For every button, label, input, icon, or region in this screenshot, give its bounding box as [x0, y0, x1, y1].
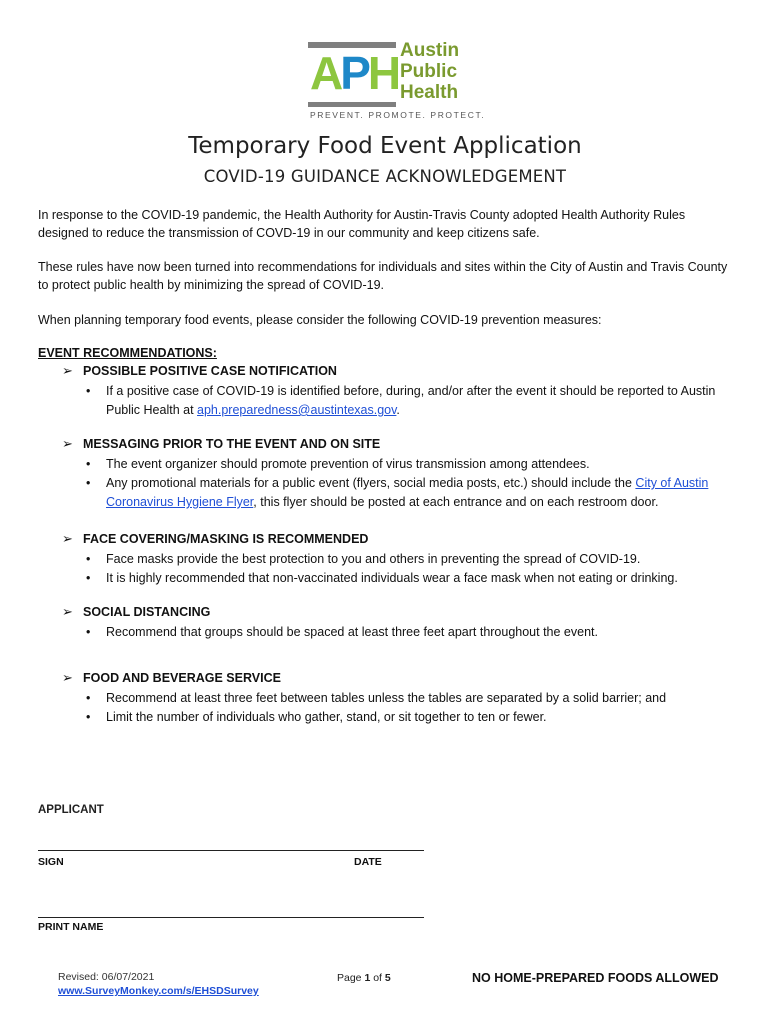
bullet-icon: • [86, 552, 91, 566]
planning-paragraph: When planning temporary food events, please consider the following COVID-19 prevention measures: [38, 313, 602, 327]
section-messaging [62, 435, 742, 512]
intro-paragraph: In response to the COVID-19 pandemic, the Health Authority for Austin-Travis County adopted Health Authority Rules designed to reduce the transmission of COVD-19 in our community and keep citizens safe. [38, 208, 686, 240]
aph-logo [308, 40, 488, 122]
survey-link[interactable]: www.SurveyMonkey.com/s/EHSDSurvey [58, 985, 259, 997]
list-item: • Any promotional materials for a public event (flyers, social media posts, etc.) should include the City of Austin Coronavirus Hygiene Flyer, this flyer should be posted at each entrance and on each restroom door. [86, 476, 709, 509]
hygiene-flyer-link[interactable]: City of Austin Coronavirus Hygiene Flyer [106, 476, 709, 509]
section-positive-case [62, 362, 742, 420]
bullet-icon: • [86, 384, 91, 398]
section-social-distancing [62, 603, 742, 642]
page-subtitle: COVID-19 GUIDANCE ACKNOWLEDGEMENT [203, 167, 567, 186]
list-item: • Recommend at least three feet between tables unless the tables are separated by a solid barrier; and [62, 689, 742, 708]
arrow-bullet-icon: ➢ [62, 531, 73, 546]
arrow-bullet-icon: ➢ [62, 436, 73, 451]
list-item: • Face masks provide the best protection to you and others in preventing the spread of COVID-19. [62, 550, 742, 569]
bullet-icon: • [86, 710, 91, 724]
arrow-bullet-icon: ➢ [62, 604, 73, 619]
logo-wordmark: Austin Public Health [400, 40, 460, 103]
no-home-foods-notice: NO HOME-PREPARED FOODS ALLOWED [472, 971, 719, 985]
arrow-bullet-icon: ➢ [62, 670, 73, 685]
list-item: • The event organizer should promote prevention of virus transmission among attendees. [62, 455, 742, 474]
bullet-icon: • [86, 476, 91, 490]
sign-line[interactable] [38, 850, 424, 851]
list-item: • It is highly recommended that non-vaccinated individuals wear a face mask when not eating or drinking. [62, 569, 742, 588]
page-number: Page 1 of 5 [337, 972, 391, 984]
section-title: ➢ MESSAGING PRIOR TO THE EVENT AND ON SITE [62, 436, 381, 451]
section-title: ➢ SOCIAL DISTANCING [62, 604, 211, 619]
logo-tagline: PREVENT. PROMOTE. PROTECT. [310, 110, 486, 120]
section-face-covering [62, 530, 742, 588]
logo-bottom-bar [308, 102, 396, 107]
list-item: • Recommend that groups should be spaced at least three feet apart throughout the event. [62, 623, 742, 642]
applicant-label: APPLICANT [38, 804, 104, 816]
section-food-beverage [62, 669, 742, 727]
section-title: ➢ POSSIBLE POSITIVE CASE NOTIFICATION [62, 363, 337, 378]
section-title: ➢ FACE COVERING/MASKING IS RECOMMENDED [62, 531, 369, 546]
logo-letters: APH [310, 47, 399, 99]
list-item: • Limit the number of individuals who gather, stand, or sit together to ten or fewer. [62, 708, 742, 727]
bullet-icon: • [86, 625, 91, 639]
bullet-icon: • [86, 457, 91, 471]
section-title: ➢ FOOD AND BEVERAGE SERVICE [62, 670, 281, 685]
page-title: Temporary Food Event Application [188, 133, 582, 159]
bullet-icon: • [86, 691, 91, 705]
bullet-icon: • [86, 571, 91, 585]
email-link[interactable]: aph.preparedness@austintexas.gov [197, 403, 397, 417]
list-item: • If a positive case of COVID-19 is identified before, during, and/or after the event it should be reported to Austin Public Health at aph.preparedness@austintexas.gov. [86, 384, 716, 417]
arrow-bullet-icon: ➢ [62, 363, 73, 378]
print-name-label: PRINT NAME [38, 921, 104, 933]
print-name-line[interactable] [38, 917, 424, 918]
date-label: DATE [354, 856, 382, 868]
revised-date: Revised: 06/07/2021 [58, 971, 155, 983]
sign-label: SIGN [38, 856, 64, 868]
recommendations-paragraph: These rules have now been turned into recommendations for individuals and sites within the City of Austin and Travis County to protect public health by minimizing the spread of COVID-19. [38, 260, 728, 292]
event-recommendations-heading: EVENT RECOMMENDATIONS: [38, 346, 217, 360]
